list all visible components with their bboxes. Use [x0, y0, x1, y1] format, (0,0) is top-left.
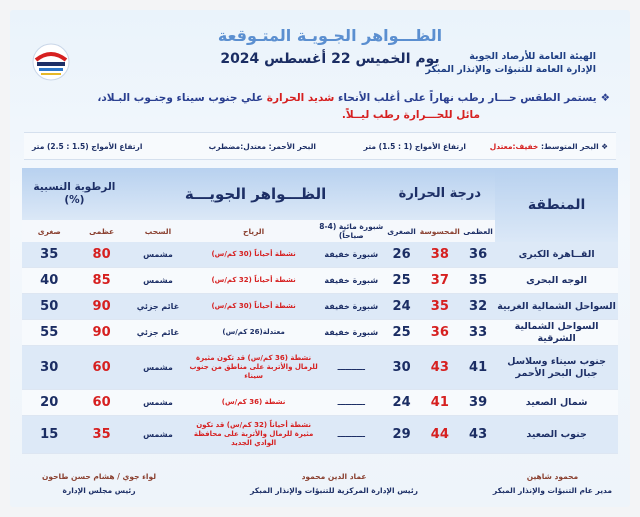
cloud-value: مشمس [127, 268, 189, 294]
min-temp: 25 [384, 268, 418, 294]
diamond-bullet-icon: ❖ [600, 92, 610, 104]
max-humidity: 60 [76, 346, 126, 390]
region-name: جنوب سيناء وسلاسل جبال البحر الأحمر [495, 346, 618, 390]
header [10, 20, 630, 80]
min-temp: 29 [384, 416, 418, 454]
fog-value: ــــــــــ [318, 390, 384, 416]
max-humidity: 90 [76, 320, 126, 346]
min-humidity: 15 [22, 416, 76, 454]
min-humidity: 35 [22, 242, 76, 268]
wind-value: معتدلة(26 كم/س) [189, 320, 318, 346]
max-humidity: 60 [76, 390, 126, 416]
red-sea-label: البحر الأحمر: معتدل:مضطرب [208, 142, 316, 151]
table-row [22, 346, 618, 390]
forecast-summary: ❖يستمر الطقس حـــار رطب نهاراً على أغلب الأنحاء شديد الحرارة علي جنوب سيناء وجنـوب البـلاد، مائل للحـــرارة رطب ليــلاً. [97, 92, 610, 121]
feels-like-subheader: المحسوسة [419, 220, 461, 242]
wind-subheader: الرياح [189, 220, 318, 242]
max-humidity: 90 [76, 294, 126, 320]
fog-value: شبورة خفيفة [318, 294, 384, 320]
region-name: السواحل الشمالية الغربية [495, 294, 618, 320]
max-temp: 43 [461, 416, 495, 454]
min-temp: 24 [384, 294, 418, 320]
table-row [22, 294, 618, 320]
feels-like-temp: 35 [419, 294, 461, 320]
max-humidity: 85 [76, 268, 126, 294]
feels-like-temp: 41 [419, 390, 461, 416]
max-temp: 35 [461, 268, 495, 294]
table-row [22, 242, 618, 268]
cloud-value: مشمس [127, 390, 189, 416]
wind-value: نشطة أحياناً (32 كم/س) قد تكون مثيرة للرمال والأتربة على محافظة الوادي الجديد [189, 416, 318, 454]
max-temp: 33 [461, 320, 495, 346]
table-row [22, 268, 618, 294]
min-humidity: 55 [22, 320, 76, 346]
cloud-value: غائم جزئي [127, 320, 189, 346]
page-title: الظـــواهر الجـويـة المتـوقعة [217, 26, 443, 45]
feels-like-temp: 36 [419, 320, 461, 346]
phenomena-header: الظـــواهر الجويـــة [127, 168, 385, 220]
fog-value: ــــــــــ [318, 346, 384, 390]
max-temp: 36 [461, 242, 495, 268]
cloud-value: مشمس [127, 242, 189, 268]
min-temp: 24 [384, 390, 418, 416]
feels-like-temp: 43 [419, 346, 461, 390]
fog-value: شبورة خفيفة [318, 242, 384, 268]
min-humidity: 50 [22, 294, 76, 320]
med-sea-waves: ارتفاع الأمواج (1 : 1.5) متر [363, 142, 466, 151]
feels-like-temp: 37 [419, 268, 461, 294]
min-temp: 30 [384, 346, 418, 390]
forecast-table [22, 168, 618, 454]
cloud-value: غائم جزئي [127, 294, 189, 320]
med-sea-label: ❖ البحر المتوسط: خفيف:معتدل [489, 142, 608, 151]
signatures [22, 470, 618, 504]
cloud-value: مشمس [127, 346, 189, 390]
max-temp-subheader: العظمى [461, 220, 495, 242]
signature-central-director: عماد الدين محمود رئيس الإدارة المركزية للتنبؤات والإنذار المبكر [250, 472, 418, 495]
region-name: جنوب الصعيد [495, 416, 618, 454]
region-name: الوجه البحرى [495, 268, 618, 294]
fog-subheader: شبورة مائية (4-8 صباحاً) [319, 222, 384, 240]
meteorology-logo-icon [28, 42, 74, 82]
max-temp: 41 [461, 346, 495, 390]
min-temp-subheader: الصغرى [384, 220, 418, 242]
signature-chairman: لواء جوي / هشام حسن طاحون رئيس مجلس الإدارة [42, 472, 157, 495]
table-row [22, 390, 618, 416]
red-sea-waves: ارتفاع الأمواج (1.5 : 2.5) متر [32, 142, 143, 151]
max-temp: 32 [461, 294, 495, 320]
fog-value: ــــــــــ [318, 416, 384, 454]
region-header: المنطقة [495, 168, 618, 242]
cloud-value: مشمس [127, 416, 189, 454]
table-row [22, 416, 618, 454]
wind-value: نشطة أحياناً (30 كم/س) [189, 242, 318, 268]
region-name: القــاهرة الكبرى [495, 242, 618, 268]
temperature-header: درجة الحرارة [384, 168, 495, 220]
clouds-subheader: السحب [127, 220, 189, 242]
title-block [210, 26, 450, 67]
forecast-sheet [10, 10, 630, 507]
diamond-bullet-icon: ❖ [598, 142, 608, 151]
feels-like-temp: 38 [419, 242, 461, 268]
max-humidity-subheader: عظمى [76, 220, 126, 242]
min-humidity: 20 [22, 390, 76, 416]
region-name: شمال الصعيد [495, 390, 618, 416]
wind-value: نشطة أحياناً (32 كم/س) [189, 268, 318, 294]
max-humidity: 35 [76, 416, 126, 454]
humidity-header: الرطوبة النسبية (%) [22, 168, 127, 220]
min-humidity: 30 [22, 346, 76, 390]
fog-value: شبورة خفيفة [318, 268, 384, 294]
wind-value: نشطة أحياناً (30 كم/س) [189, 294, 318, 320]
wind-value: نشطة (36 كم/س) قد تكون مثيرة للرمال والأتربة على مناطق من جنوب سيناء [189, 346, 318, 390]
min-humidity-subheader: صغرى [22, 220, 76, 242]
table-row [22, 320, 618, 346]
wind-value: نشطة (36 كم/س) [189, 390, 318, 416]
fog-value: شبورة خفيفة [318, 320, 384, 346]
sea-state-bar [24, 132, 616, 160]
organization-name: الهيئة العامة للأرصاد الجوية الإدارة العامة للتنبؤات والإنذار المبكر [425, 51, 596, 75]
forecast-date: يوم الخميس 22 أغسطس 2024 [220, 51, 440, 67]
min-humidity: 40 [22, 268, 76, 294]
signature-forecast-director: محمود شاهين مدير عام التنبؤات والإنذار المبكر [492, 472, 612, 495]
min-temp: 25 [384, 320, 418, 346]
feels-like-temp: 44 [419, 416, 461, 454]
min-temp: 26 [384, 242, 418, 268]
max-temp: 39 [461, 390, 495, 416]
region-name: السواحل الشمالية الشرقية [495, 320, 618, 346]
max-humidity: 80 [76, 242, 126, 268]
